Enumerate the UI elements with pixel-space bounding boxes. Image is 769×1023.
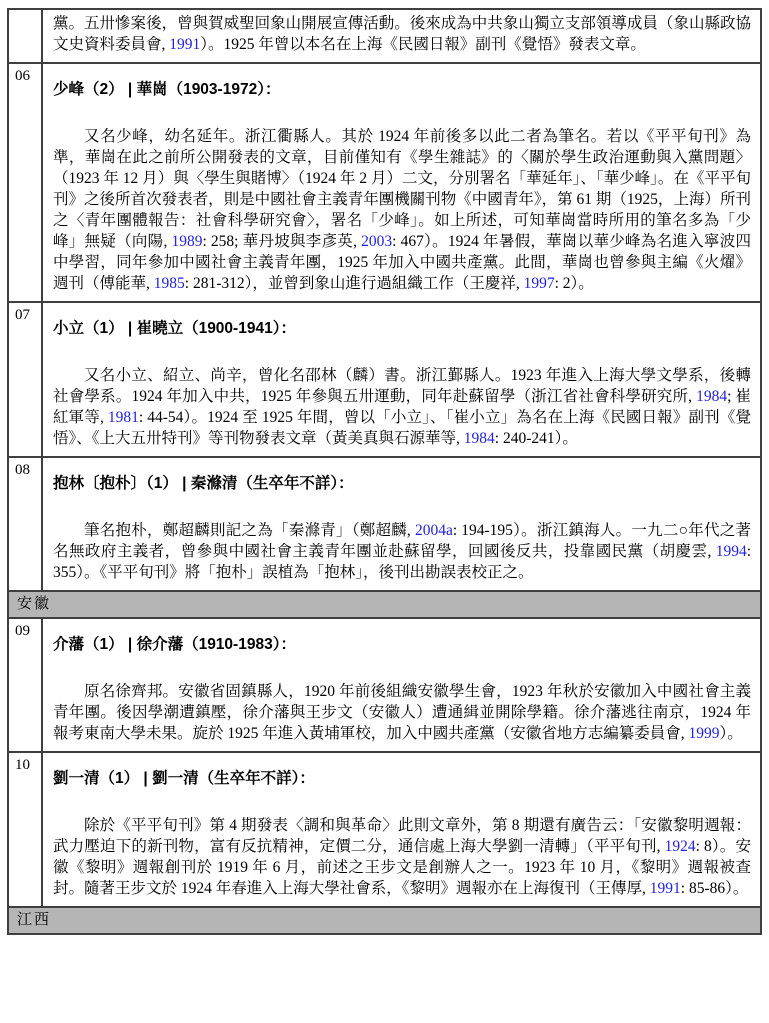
body-text: : 355）。《平平旬刊》將「抱朴」誤植為「抱林」，後刊出勘誤表校正之。 xyxy=(53,543,751,581)
body-text: : 194-195）。浙江鎮海人。一九二○年代之著名無政府主義者，曾參與中國社會主義青年團並赴蘇留學，回國後反共，投靠國民黨（胡慶雲, xyxy=(53,522,751,560)
entry-title: 劉一清（1） | 劉一清（生卒年不詳）： xyxy=(53,770,315,787)
citation-year-link[interactable]: 1985 xyxy=(153,275,185,292)
body-text: 筆名抱朴，鄭超麟則記之為「秦滌青」（鄭超麟, xyxy=(84,522,415,539)
province-section-row xyxy=(9,906,760,933)
citation-year-link[interactable]: 1991 xyxy=(169,36,201,53)
entry-paragraph xyxy=(53,13,751,55)
body-text: 黨。五卅慘案後，曾與賀威聖回象山開展宣傳活動。後來成為中共象山獨立支部領導成員（象山縣政協文史資料委員會, xyxy=(53,15,751,53)
body-text: : 281-312），並曾到象山進行過組織工作（王慶祥, xyxy=(184,275,524,292)
citation-year-link[interactable]: 1989 xyxy=(171,233,203,250)
citation-year-link[interactable]: 1984 xyxy=(463,430,495,447)
entry-content xyxy=(43,753,760,906)
entry-title: 小立（1） | 崔曉立（1900-1941）： xyxy=(53,320,296,337)
citation-year-link[interactable]: 1994 xyxy=(715,543,747,560)
entry-paragraph xyxy=(53,365,751,449)
province-section-row xyxy=(9,590,760,617)
table-row xyxy=(9,62,760,301)
entry-number: 06 xyxy=(9,64,43,301)
entry-number xyxy=(9,10,43,62)
entry-number: 10 xyxy=(9,753,43,906)
entry-paragraph xyxy=(53,681,751,744)
table-row xyxy=(9,456,760,590)
entry-content xyxy=(43,64,760,301)
entry-number: 09 xyxy=(9,619,43,751)
body-text: : 44-54）。1924 至 1925 年間，曾以「小立」、「崔小立」為名在上海《民國日報》副刊《覺悟》、《上大五卅特刊》等刊物發表文章（黃美真與石源華等, xyxy=(53,409,751,447)
citation-year-link[interactable]: 1924 xyxy=(664,838,696,855)
citation-year-link[interactable]: 2003 xyxy=(361,233,393,250)
entry-number: 07 xyxy=(9,303,43,456)
entry-content xyxy=(43,10,760,62)
body-text: ）。1925 年曾以本名在上海《民國日報》副刊《覺悟》發表文章。 xyxy=(200,36,646,53)
entry-title: 抱林〔抱朴〕（1） | 秦滌清（生卒年不詳）： xyxy=(53,475,354,492)
citation-year-link[interactable]: 1991 xyxy=(649,880,681,897)
body-text: ; 崔紅軍等, xyxy=(53,388,751,426)
table-row xyxy=(9,301,760,456)
entry-content xyxy=(43,303,760,456)
citation-year-link[interactable]: 1997 xyxy=(523,275,555,292)
body-text: : 8）。安徽《黎明》週報創刊於 1919 年 6 月，前述之王步文是創辦人之一。1923 年 10 月，《黎明》週報被查封。隨著王步文於 1924 年春進入上海大學社會系，《黎明》週報亦在上海復刊（王傳厚, xyxy=(53,838,751,897)
citation-year-link[interactable]: 1981 xyxy=(107,409,139,426)
entry-title: 少峰（2） | 華崗（1903-1972）： xyxy=(53,81,281,98)
entry-paragraph xyxy=(53,126,751,294)
pen-name-table xyxy=(7,8,762,935)
entry-title: 介藩（1） | 徐介藩（1910-1983）： xyxy=(53,636,296,653)
body-text: 又名少峰，幼名延年。浙江衢縣人。其於 1924 年前後多以此二者為筆名。若以《平平旬刊》為準，華崗在此之前所公開發表的文章，目前僅知有《學生雜誌》的〈關於學生政治運動與入黨問題〉（1923 年 12 月）與〈學生與賭博〉（1924 年 2 月）二文，分別署名「華延年」、「華少峰」。在《平平旬刊》之後所首次發表者，則是中國社會主義青年團機關刊物《中國青年》，第 61 期（1925，上海）所刊之〈青年團體報告：社會科學研究會〉，署名「少峰」。如上所述，可知華崗當時所用的筆名多為「少峰」無疑（向陽, xyxy=(53,128,751,250)
entry-content xyxy=(43,619,760,751)
table-row xyxy=(9,751,760,906)
table-row xyxy=(9,10,760,62)
body-text: : 467）。1924 年暑假，華崗以華少峰為名進入寧波四中學習，同年參加中國社會主義青年團，1925 年加入中國共產黨。此間，華崗也曾參與主編《火燿》週刊（傅能華, xyxy=(53,233,751,292)
body-text: : 85-86）。 xyxy=(680,880,749,897)
citation-year-link[interactable]: 2004a xyxy=(414,522,453,539)
citation-year-link[interactable]: 1999 xyxy=(688,725,720,742)
entry-number: 08 xyxy=(9,458,43,590)
province-label: 安徽 xyxy=(17,596,52,612)
body-text: : 2）。 xyxy=(554,275,594,292)
body-text: 除於《平平旬刊》第 4 期發表〈調和與革命〉此則文章外，第 8 期還有廣告云：「安徽黎明週報：武力壓迫下的新刊物，富有反抗精神，定價二分，通信處上海大學劉一清轉」（平平旬刊, xyxy=(53,817,751,855)
body-text: 原名徐齊邦。安徽省固鎮縣人，1920 年前後組織安徽學生會，1923 年秋於安徽加入中國社會主義青年團。後因學潮遭鎮壓，徐介藩與王步文（安徽人）遭通緝並開除學籍。徐介藩逃往南京，1924 年報考東南大學未果。旋於 1925 年進入黃埔軍校，加入中國共產黨（安徽省地方志編纂委員會, xyxy=(53,683,751,742)
body-text: 又名小立、紹立、尚辛，曾化名邵林（麟）書。浙江鄞縣人。1923 年進入上海大學文學系，後轉社會學系。1924 年加入中共，1925 年參與五卅運動，同年赴蘇留學（浙江省社會科學研究所, xyxy=(53,367,751,405)
citation-year-link[interactable]: 1984 xyxy=(696,388,728,405)
province-label: 江西 xyxy=(17,912,52,928)
body-text: : 240-241）。 xyxy=(494,430,578,447)
body-text: : 258; 華丹坡與李彥英, xyxy=(202,233,362,250)
entry-paragraph xyxy=(53,520,751,583)
entry-content xyxy=(43,458,760,590)
entry-paragraph xyxy=(53,815,751,899)
table-row xyxy=(9,617,760,751)
body-text: ）。 xyxy=(719,725,743,742)
